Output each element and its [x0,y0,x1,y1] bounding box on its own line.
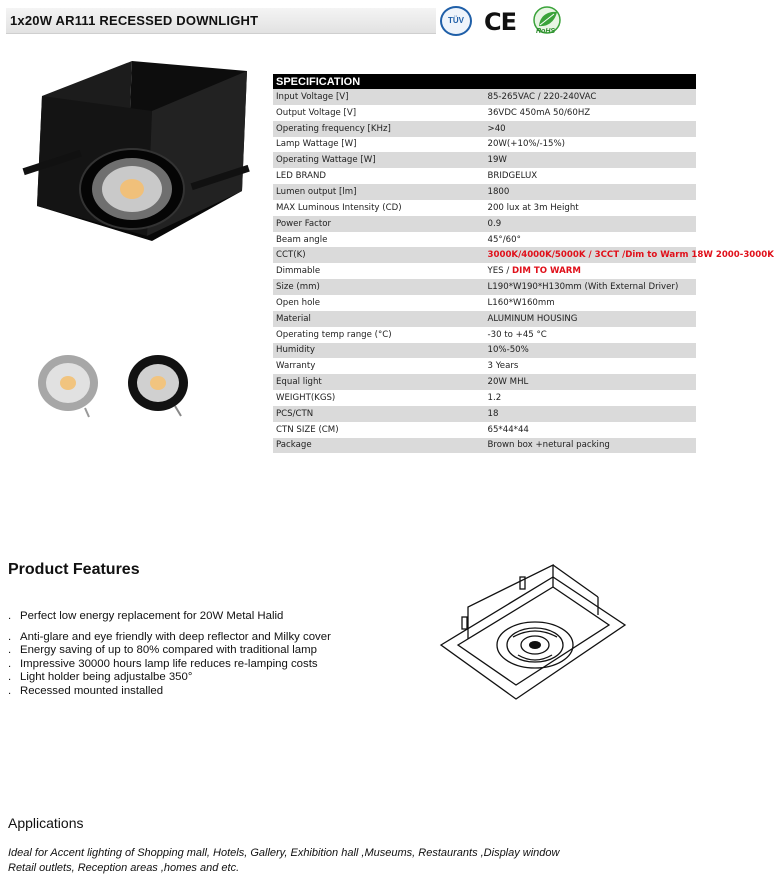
rohs-label: RoHS [536,28,556,35]
spec-value: 10%-50% [485,343,697,359]
features-heading: Product Features [8,561,140,578]
spec-label: Operating temp range (°C) [273,327,485,343]
spec-heading: SPECIFICATION [273,74,696,89]
spec-value: Brown box +netural packing [485,438,697,454]
spec-value: 45°/60° [485,232,697,248]
applications-heading: Applications [8,815,84,831]
feature-text: Recessed mounted installed [20,684,164,697]
spec-value-dimmable [485,263,697,279]
spec-label: Dimmable [273,263,485,279]
table-row [273,438,696,454]
document-title: 1x20W AR111 RECESSED DOWNLIGHT [10,13,259,28]
ar111-lamp-black-photo [125,350,195,420]
spec-label: Input Voltage [V] [273,89,485,105]
feature-text: Anti-glare and eye friendly with deep reflector and Milky cover [20,630,331,643]
spec-value: 20W(+10%/-15%) [485,137,697,153]
table-row [273,422,696,438]
applications-line: Retail outlets, Reception areas ,homes and etc. [8,862,240,874]
table-row [273,168,696,184]
table-row [273,279,696,295]
product-line-drawing [438,567,628,707]
table-row [273,137,696,153]
spec-label: CCT(K) [273,247,485,263]
spec-value: 1800 [485,184,697,200]
spec-label: Output Voltage [V] [273,105,485,121]
spec-value: ALUMINUM HOUSING [485,311,697,327]
specification-table [273,74,774,453]
spec-label: CTN SIZE (CM) [273,422,485,438]
spec-value: 36VDC 450mA 50/60HZ [485,105,697,121]
list-item: . Light holder being adjustalbe 350° [8,671,193,683]
table-row [273,295,696,311]
spec-value: 3 Years [485,358,697,374]
feature-text: Perfect low energy replacement for 20W Metal Halid [20,610,284,622]
spec-label: Warranty [273,358,485,374]
title-bar [6,8,436,34]
table-row [273,121,696,137]
table-row [273,247,696,263]
spec-label: WEIGHT(KGS) [273,390,485,406]
table-row [273,216,696,232]
spec-label: Operating frequency [KHz] [273,121,485,137]
spec-value: 18 [485,406,697,422]
table-row [273,232,696,248]
spec-label: Humidity [273,343,485,359]
spec-label: Beam angle [273,232,485,248]
list-item: . Perfect low energy replacement for 20W Metal Halid [8,610,284,622]
spec-label: Material [273,311,485,327]
spec-label: Lumen output [lm] [273,184,485,200]
features-list [8,610,331,698]
dimmable-yes: YES / [487,266,512,277]
list-item: . Anti-glare and eye friendly with deep reflector and Milky cover [8,630,331,643]
spec-label: PCS/CTN [273,406,485,422]
table-row [273,358,696,374]
spec-label: MAX Luminous Intensity (CD) [273,200,485,216]
spec-value: 20W MHL [485,374,697,390]
spec-value: 19W [485,152,697,168]
spec-value: BRIDGELUX [485,168,697,184]
feature-text: Light holder being adjustalbe 350° [20,671,193,683]
feature-text: Energy saving of up to 80% compared with traditional lamp [20,644,317,656]
spec-value: 1.2 [485,390,697,406]
applications-text [8,846,559,876]
table-row [273,374,696,390]
list-item: . Energy saving of up to 80% compared with traditional lamp [8,644,317,656]
spec-value-cct: 3000K/4000K/5000K / 3CCT /Dim to Warm 18W 2000-3000K [485,247,697,263]
spec-value: 0.9 [485,216,697,232]
spec-label: Equal light [273,374,485,390]
spec-label: Package [273,438,485,454]
spec-label: Operating Wattage [W] [273,152,485,168]
ar111-lamp-silver-photo [35,350,105,420]
spec-value: >40 [485,121,697,137]
list-item: . Impressive 30000 hours lamp life reduces re-lamping costs [8,657,318,670]
certification-logos [440,6,580,36]
tuv-logo: TÜV [440,6,472,36]
applications-line: Ideal for Accent lighting of Shopping mall, Hotels, Gallery, Exhibition hall ,Museums, Restaurants ,Display window [8,847,560,859]
spec-value: L190*W190*H130mm (With External Driver) [485,279,697,295]
table-row [273,200,696,216]
table-row [273,263,696,279]
spec-value: 65*44*44 [485,422,697,438]
table-row [273,327,696,343]
table-row [273,184,696,200]
spec-label: Lamp Wattage [W] [273,137,485,153]
table-row [273,89,696,105]
spec-value: -30 to +45 °C [485,327,697,343]
table-row [273,105,696,121]
spec-value: 85-265VAC / 220-240VAC [485,89,697,105]
dim-to-warm-highlight: DIM TO WARM [512,266,581,277]
list-item: . Recessed mounted installed [8,684,164,697]
table-row [273,390,696,406]
spec-label: LED BRAND [273,168,485,184]
spec-value: L160*W160mm [485,295,697,311]
table-row [273,152,696,168]
spec-label: Size (mm) [273,279,485,295]
ce-mark: CE [484,8,517,36]
table-row [273,406,696,422]
table-row [273,343,696,359]
spec-label: Open hole [273,295,485,311]
spec-label: Power Factor [273,216,485,232]
table-row [273,311,696,327]
product-photo-downlight [22,56,262,256]
feature-text: Impressive 30000 hours lamp life reduces re-lamping costs [20,657,318,670]
spec-value: 200 lux at 3m Height [485,200,697,216]
